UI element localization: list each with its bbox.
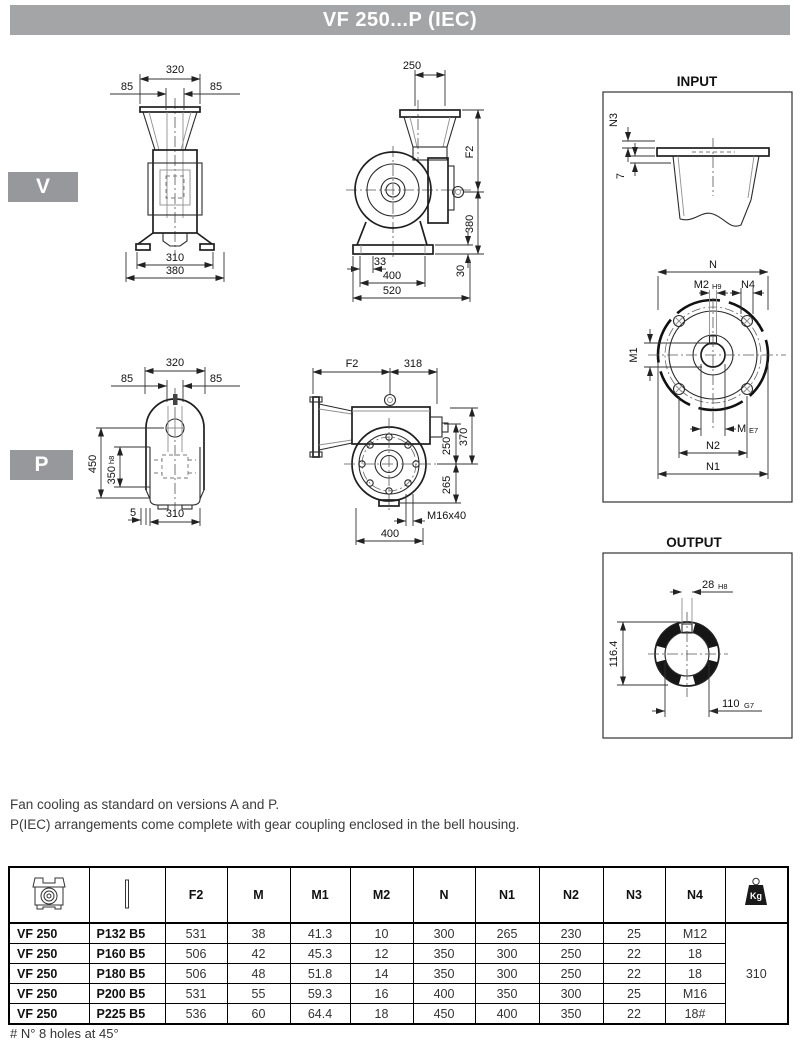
output-title: OUTPUT bbox=[666, 535, 722, 550]
col-header-M2: M2 bbox=[350, 867, 413, 923]
col-header-N4: N4 bbox=[665, 867, 725, 923]
dim-label: M1 bbox=[628, 347, 640, 363]
page-title: VF 250...P (IEC) bbox=[10, 5, 790, 35]
dim-label: 310 bbox=[165, 252, 185, 264]
cell-N1: 400 bbox=[475, 1004, 539, 1025]
table-footnote: # N° 8 holes at 45° bbox=[10, 1026, 119, 1041]
dim-label: 400 bbox=[380, 528, 400, 540]
cell-N: 300 bbox=[413, 923, 475, 944]
dim-label: 370 bbox=[458, 427, 470, 447]
cell-M2: 18 bbox=[350, 1004, 413, 1025]
cell-motor: P200 B5 bbox=[89, 984, 165, 1004]
cell-N: 450 bbox=[413, 1004, 475, 1025]
cell-M2: 10 bbox=[350, 923, 413, 944]
dim-label: F2 bbox=[464, 145, 476, 159]
cell-motor: P180 B5 bbox=[89, 964, 165, 984]
dimension-table bbox=[8, 866, 789, 1025]
dim-tolerance-label: E7 bbox=[749, 426, 759, 435]
cell-N1: 265 bbox=[475, 923, 539, 944]
note-line-2: P(IEC) arrangements come complete with gear coupling enclosed in the bell housing. bbox=[10, 817, 520, 832]
dim-label: N1 bbox=[705, 461, 721, 473]
dim-label: 33 bbox=[373, 256, 387, 268]
cell-M1: 64.4 bbox=[290, 1004, 350, 1025]
dim-label: N3 bbox=[608, 112, 620, 128]
col-header-M: M bbox=[227, 867, 290, 923]
cell-model: VF 250 bbox=[9, 984, 89, 1004]
col-header-N2: N2 bbox=[539, 867, 603, 923]
note-line-1: Fan cooling as standard on versions A and P. bbox=[10, 797, 280, 812]
input-title: INPUT bbox=[676, 74, 718, 89]
dim-label: 310 bbox=[165, 508, 185, 520]
col-header-M1: M1 bbox=[290, 867, 350, 923]
cell-N3: 22 bbox=[603, 964, 665, 984]
col-header-N: N bbox=[413, 867, 475, 923]
weight-kg-icon bbox=[741, 877, 771, 910]
dim-label: 350h8 bbox=[106, 455, 118, 485]
cell-N: 350 bbox=[413, 964, 475, 984]
dim-label: 520 bbox=[382, 285, 402, 297]
cell-N: 350 bbox=[413, 944, 475, 964]
dim-label: 28 bbox=[702, 579, 715, 591]
cell-N3: 25 bbox=[603, 923, 665, 944]
cell-M: 60 bbox=[227, 1004, 290, 1025]
table-row bbox=[9, 964, 788, 984]
cell-model: VF 250 bbox=[9, 923, 89, 944]
cell-N2: 350 bbox=[539, 1004, 603, 1025]
dim-label: 110 bbox=[722, 698, 740, 710]
drawing-v-front-view bbox=[110, 64, 240, 282]
col-header-N1: N1 bbox=[475, 867, 539, 923]
cell-M1: 59.3 bbox=[290, 984, 350, 1004]
version-v-label: V bbox=[8, 172, 78, 202]
cell-M: 55 bbox=[227, 984, 290, 1004]
dim-label: 320 bbox=[165, 357, 185, 369]
cell-M2: 12 bbox=[350, 944, 413, 964]
drawing-input-panel bbox=[603, 74, 792, 502]
cell-N2: 250 bbox=[539, 964, 603, 984]
dim-label: 7 bbox=[615, 172, 627, 180]
drawing-v-side-view bbox=[346, 60, 484, 302]
dim-label: M2 bbox=[693, 279, 709, 291]
dim-label: 85 bbox=[209, 81, 223, 93]
table-row bbox=[9, 1004, 788, 1025]
cell-N1: 300 bbox=[475, 964, 539, 984]
drawing-p-side-view bbox=[310, 358, 478, 545]
dim-label: N4 bbox=[740, 279, 756, 291]
cell-M1: 51.8 bbox=[290, 964, 350, 984]
dim-label: F2 bbox=[345, 358, 359, 370]
cell-F2: 531 bbox=[165, 984, 227, 1004]
cell-F2: 506 bbox=[165, 964, 227, 984]
dim-tolerance-label: H8 bbox=[718, 582, 728, 591]
table-row bbox=[9, 923, 788, 944]
dim-label: N bbox=[709, 259, 717, 271]
dim-label: N2 bbox=[705, 440, 721, 452]
dim-label: 450 bbox=[87, 454, 99, 474]
drawing-output-panel bbox=[603, 535, 792, 738]
dim-label: 85 bbox=[209, 373, 223, 385]
col-header-gearbox bbox=[9, 867, 89, 923]
cell-F2: 536 bbox=[165, 1004, 227, 1025]
cell-M: 38 bbox=[227, 923, 290, 944]
cell-N2: 230 bbox=[539, 923, 603, 944]
notes bbox=[10, 795, 520, 835]
cell-M2: 16 bbox=[350, 984, 413, 1004]
motor-shaft-icon bbox=[123, 879, 131, 909]
table-row bbox=[9, 984, 788, 1004]
table-header-row bbox=[9, 867, 788, 923]
dim-label: 250 bbox=[441, 436, 453, 456]
dim-label: 380 bbox=[165, 265, 185, 277]
cell-model: VF 250 bbox=[9, 1004, 89, 1025]
cell-N4: M12 bbox=[665, 923, 725, 944]
cell-F2: 531 bbox=[165, 923, 227, 944]
cell-M2: 14 bbox=[350, 964, 413, 984]
dim-label: 320 bbox=[165, 64, 185, 76]
cell-M1: 45.3 bbox=[290, 944, 350, 964]
cell-N1: 300 bbox=[475, 944, 539, 964]
dim-label: 116.4 bbox=[608, 640, 620, 668]
version-p-label: P bbox=[10, 450, 73, 480]
dim-label: 85 bbox=[120, 81, 134, 93]
col-header-motor-shaft bbox=[89, 867, 165, 923]
cell-N1: 350 bbox=[475, 984, 539, 1004]
cell-N3: 22 bbox=[603, 1004, 665, 1025]
cell-N: 400 bbox=[413, 984, 475, 1004]
cell-N4: 18 bbox=[665, 944, 725, 964]
dim-label: 85 bbox=[120, 373, 134, 385]
table-row bbox=[9, 944, 788, 964]
gearbox-icon bbox=[27, 875, 71, 913]
svg-text:Kg: Kg bbox=[750, 891, 763, 901]
dim-label: 265 bbox=[441, 475, 453, 495]
cell-M1: 41.3 bbox=[290, 923, 350, 944]
dim-tolerance-label: G7 bbox=[744, 701, 755, 710]
dim-tolerance-label: H9 bbox=[712, 282, 722, 291]
dim-label: M16x40 bbox=[427, 510, 467, 522]
cell-motor: P160 B5 bbox=[89, 944, 165, 964]
cell-N4: M16 bbox=[665, 984, 725, 1004]
cell-N3: 22 bbox=[603, 944, 665, 964]
cell-model: VF 250 bbox=[9, 964, 89, 984]
dim-label: 318 bbox=[403, 358, 423, 370]
col-header-F2: F2 bbox=[165, 867, 227, 923]
dim-label: M bbox=[737, 423, 747, 435]
dim-label: 5 bbox=[129, 507, 137, 519]
cell-M: 48 bbox=[227, 964, 290, 984]
dim-label: 250 bbox=[402, 60, 422, 72]
dim-label: 30 bbox=[455, 264, 467, 278]
cell-N3: 25 bbox=[603, 984, 665, 1004]
cell-N4: 18 bbox=[665, 964, 725, 984]
col-header-N3: N3 bbox=[603, 867, 665, 923]
col-header-weight bbox=[725, 867, 788, 923]
cell-M: 42 bbox=[227, 944, 290, 964]
cell-N4: 18# bbox=[665, 1004, 725, 1025]
cell-motor: P132 B5 bbox=[89, 923, 165, 944]
dim-label: 380 bbox=[464, 214, 476, 234]
drawing-p-front-view bbox=[87, 357, 240, 526]
cell-N2: 300 bbox=[539, 984, 603, 1004]
cell-weight: 310 bbox=[725, 923, 788, 1024]
dim-label: 400 bbox=[382, 270, 402, 282]
cell-model: VF 250 bbox=[9, 944, 89, 964]
cell-motor: P225 B5 bbox=[89, 1004, 165, 1025]
cell-N2: 250 bbox=[539, 944, 603, 964]
cell-F2: 506 bbox=[165, 944, 227, 964]
